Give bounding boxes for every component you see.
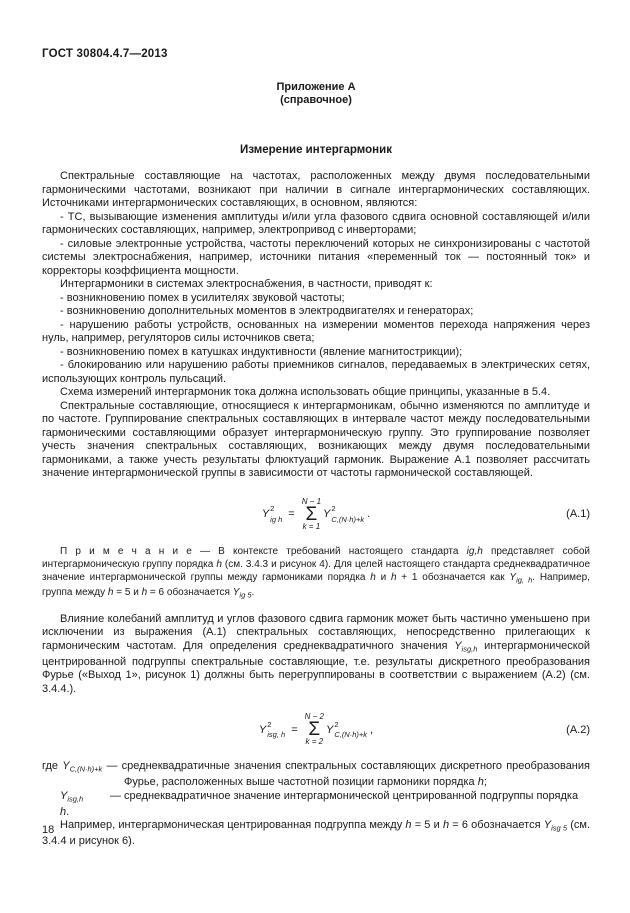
- formula-rhs-variable: Y: [323, 508, 331, 520]
- superscript: 2: [270, 504, 275, 513]
- sum-lower-limit: k = 2: [305, 737, 324, 746]
- appendix-subtitle: (справочное): [280, 94, 352, 106]
- superscript: 2: [334, 719, 339, 729]
- superscript: 2: [331, 504, 336, 513]
- list-item-dash: - возникновению дополнительных моментов в электродвигателях и генераторах;: [60, 305, 474, 317]
- paragraph-measurement-scheme: Схема измерений интергармоник тока должна использовать общие принципы, указанные в 5.4.: [60, 386, 551, 398]
- list-item-dash: - ТС, вызывающие изменения амплитуды и/или угла фазового сдвига основной составляющей и/или гармонических составляющих, например, электропривод с инверторами;: [42, 210, 590, 236]
- list-item-dash: - силовые электронные устройства, частоты переключений которых не синхронизированы с частотой системы электроснабжения, например, источники питания «переменный ток — постоянный ток» и корректоры коэффициента мощности.: [42, 237, 590, 277]
- formula-punctuation: ,: [370, 723, 374, 736]
- formula-rhs-scripts: [331, 505, 364, 523]
- equals-sign: =: [288, 508, 295, 520]
- paragraph-influence: Влияние колебаний амплитуд и углов фазового сдвига гармоник может быть частично уменьшено при исключении из выражения (А.1) спектральных составляющих, непосредственно прилегающих к гармоническим частотам. Для определения среднеквадратичного значения $Y_{isg,h}$ интергармонической центрированной подгруппы спектральные составляющие, т.е. результаты дискретного преобразования Фурье («Выход 1», рисунок 1) должны быть перегруппированы в соответствии с выражением (А.2) (см. 3.4.4.).: [42, 612, 590, 695]
- summation: [302, 498, 321, 531]
- formula-lhs-variable: Y: [261, 508, 270, 520]
- summation: [305, 713, 324, 746]
- subscript: C,(N·h)+k: [331, 514, 365, 524]
- list-item-dash: - возникновению помех в усилителях звуковой частоты;: [60, 291, 345, 304]
- equation-number-a2: (А.2): [566, 723, 590, 736]
- equation-number-a1: (А.1): [566, 508, 590, 520]
- paragraph-grouping: Спектральные составляющие, относящиеся к интергармоникам, обычно изменяются по амплитуде и по частоте. Группирование спектральных составляющих в интервале частот между последовательными гармоническими составляющими образует интергармоническую группу. Это группирование позволяет учесть значения спектральных составляющих, возникающих между двумя последовательными гармониками, а также учесть результаты флюктуаций гармоник. Выражение А.1 позволяет рассчитать значение интергармонической группы в зависимости от частоты гармонической составляющей.: [42, 399, 590, 479]
- section-title: Измерение интергармоник: [240, 144, 392, 156]
- formula-a2-expression: [259, 713, 373, 746]
- where-term: $Y_{isg,h}$: [60, 789, 84, 803]
- formula-rhs-variable: Y: [325, 723, 334, 736]
- where-definition-2: [42, 790, 590, 820]
- formula-lhs-variable: Y: [258, 723, 267, 736]
- sigma-icon: Σ: [305, 503, 318, 525]
- superscript: 2: [267, 719, 272, 729]
- formula-a1-expression: [262, 498, 370, 531]
- where-definition-1: где $Y_{C,(N\cdot h)+k}$ — среднеквадратичные значения спектральных составляющих дискретного преобразования Фурье, расположенных выше частотной позиции гармоники порядка h;: [42, 760, 590, 788]
- formula-a1: [42, 498, 590, 531]
- sum-lower-limit: k = 1: [302, 521, 321, 531]
- page-number: 18: [42, 824, 55, 836]
- note-paragraph: П р и м е ч а н и е — В контексте требований настоящего стандарта ig,h представляет собой интергармоническую группу порядка h (см. 3.4.3 и рисунок 4). Для целей настоящего стандарта среднеквадратичное значение интергармонической группы между гармониками порядка h и h + 1 обозначается как $Y_{ig, h}$. Например, группа между h = 5 и h = 6 обозначается $Y_{ig 5}$.: [42, 545, 591, 600]
- formula-rhs-scripts: [334, 721, 367, 739]
- subscript: C,(N·h)+k: [334, 730, 368, 739]
- where-definition-text: — среднеквадратичное значение интергармонической центрированной подгруппы порядка h.: [60, 789, 579, 818]
- paragraph-example: Например, интергармоническая центрированная подгруппа между h = 5 и h = 6 обозначается $Y_{isg 5}$ (см. 3.4.4 и рисунок 6).: [42, 819, 590, 847]
- list-item-dash: - блокированию или нарушению работы приемников сигналов, передаваемых в электрических сетях, использующих контроль пульсаций.: [42, 359, 590, 385]
- sum-upper-limit: N − 1: [301, 496, 322, 506]
- subscript: ig h: [270, 514, 283, 524]
- subscript: isg, h: [267, 730, 286, 739]
- sigma-icon: Σ: [308, 719, 321, 740]
- list-item-dash: - нарушению работы устройств, основанных на измерении моментов перехода напряжения через нуль, например, регуляторов силы источников света;: [42, 318, 590, 344]
- list-item-dash: - возникновению помех в катушках индуктивности (явление магнитострикции);: [60, 345, 463, 358]
- paragraph-interharmonics-effects: Интергармоники в системах электроснабжения, в частности, приводят к:: [60, 278, 433, 290]
- equals-sign: =: [291, 723, 298, 736]
- formula-lhs-scripts: [270, 505, 282, 523]
- sum-upper-limit: N − 2: [304, 712, 324, 721]
- formula-lhs-scripts: [267, 721, 285, 739]
- appendix-title: Приложение А: [276, 81, 356, 93]
- appendix-block: [42, 81, 590, 107]
- formula-punctuation: .: [367, 508, 371, 520]
- formula-a2: [42, 713, 590, 746]
- paragraph-intro: Спектральные составляющие на частотах, расположенных между двумя последовательными гармоническими частотами, возникают при наличии в сигнале интергармонических составляющих. Источниками интергармонических составляющих, в основном, являются:: [42, 170, 590, 209]
- doc-header: ГОСТ 30804.4.7—2013: [42, 48, 168, 60]
